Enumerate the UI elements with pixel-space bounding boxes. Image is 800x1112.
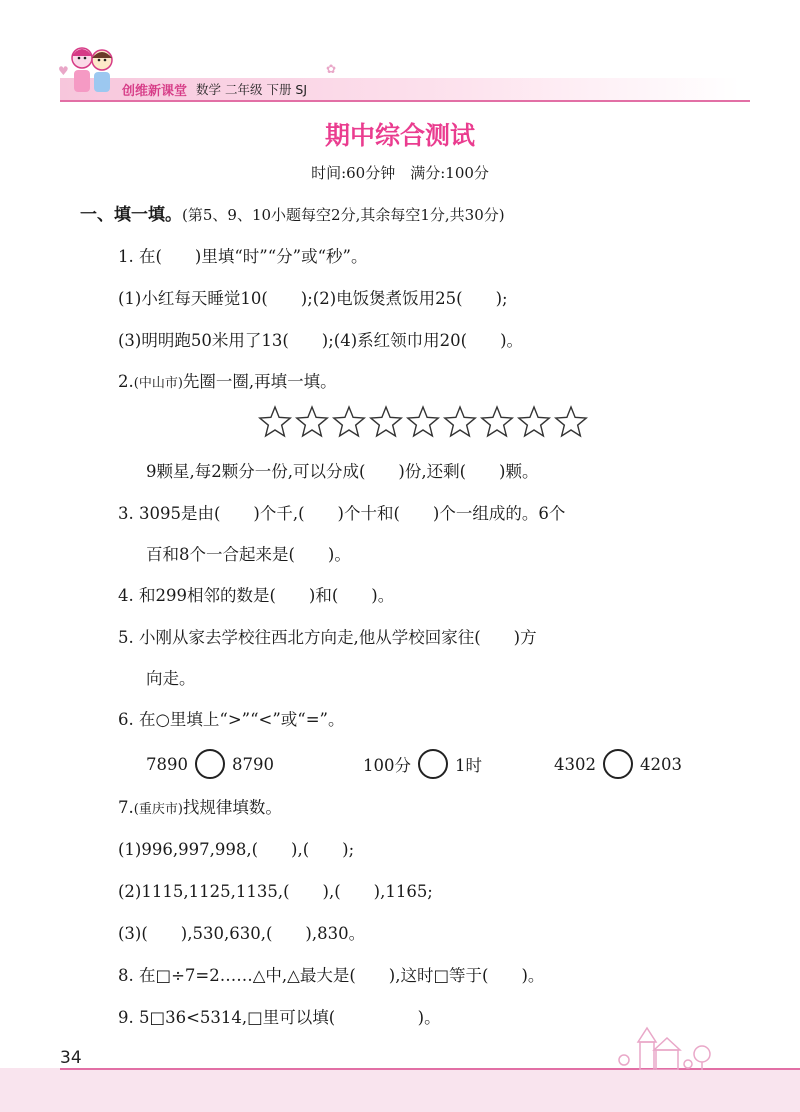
brand-name: 创维新课堂 xyxy=(122,84,188,99)
question-6-stem: 6. 在○里填上“>”“<”或“=”。 xyxy=(118,710,345,729)
star-icon xyxy=(556,407,586,436)
question-3-line-2: 百和8个一合起来是( )。 xyxy=(146,545,351,564)
compare-right: 8790 xyxy=(232,754,274,774)
star-icon xyxy=(260,407,290,436)
question-5-line-1: 5. 小刚从家去学校往西北方向走,他从学校回家往( )方 xyxy=(118,628,537,647)
question-1-line-1: (1)小红每天睡觉10( );(2)电饭煲煮饭用25( ); xyxy=(118,289,508,308)
compare-left: 7890 xyxy=(146,754,188,774)
compare-pair-3 xyxy=(554,749,682,779)
section-title: 一、填一填。 xyxy=(80,205,182,225)
question-7-line-2: (2)1115,1125,1135,( ),( ),1165; xyxy=(118,882,433,901)
compare-right: 1时 xyxy=(455,756,482,775)
question-7-line-1: (1)996,997,998,( ),( ); xyxy=(118,840,355,859)
question-3-line-1: 3. 3095是由( )个千,( )个十和( )个一组成的。6个 xyxy=(118,504,566,523)
compare-pair-2 xyxy=(363,749,482,779)
cartoon-children-icon xyxy=(64,42,120,100)
question-2-stem xyxy=(118,368,337,392)
compare-left: 100分 xyxy=(363,756,411,775)
compare-left: 4302 xyxy=(554,754,596,774)
book-series: 数学 二年级 下册 SJ xyxy=(196,82,308,97)
castle-decoration-icon xyxy=(612,1020,722,1070)
stars-graphic xyxy=(258,404,588,440)
question-9-line: 9. 5□36<5314,□里可以填( )。 xyxy=(118,1008,441,1027)
page-title: 期中综合测试 xyxy=(324,121,475,150)
footer-band xyxy=(0,1068,800,1112)
star-row xyxy=(258,404,588,440)
compare-circle[interactable] xyxy=(603,749,633,779)
compare-circle[interactable] xyxy=(195,749,225,779)
star-icon xyxy=(334,407,364,436)
section-heading xyxy=(80,200,505,225)
question-4-line: 4. 和299相邻的数是( )和( )。 xyxy=(118,586,395,605)
question-2-tag: (中山市) xyxy=(133,376,183,391)
star-icon xyxy=(408,407,438,436)
page-number: 34 xyxy=(60,1048,82,1068)
flower-deco-icon: ✿ xyxy=(326,62,337,76)
section-note: (第5、9、10小题每空2分,其余每空1分,共30分) xyxy=(182,206,505,224)
compare-right: 4203 xyxy=(640,754,682,774)
star-icon xyxy=(519,407,549,436)
question-7-stem xyxy=(118,794,282,818)
star-icon xyxy=(445,407,475,436)
page-header xyxy=(0,0,800,110)
compare-pair-1 xyxy=(146,749,274,779)
question-2-text: 先圈一圈,再填一填。 xyxy=(182,372,337,391)
question-2-number: 2. xyxy=(118,372,134,391)
question-8-line: 8. 在□÷7=2……△中,△最大是( ),这时□等于( )。 xyxy=(118,966,545,985)
heart-deco-icon: ♥ xyxy=(58,64,69,78)
question-1-line-2: (3)明明跑50米用了13( );(4)系红领巾用20( )。 xyxy=(118,331,524,350)
question-2-line: 9颗星,每2颗分一份,可以分成( )份,还剩( )颗。 xyxy=(146,462,539,481)
header-rule xyxy=(60,100,750,102)
star-icon xyxy=(297,407,327,436)
star-icon xyxy=(371,407,401,436)
question-5-line-2: 向走。 xyxy=(146,669,196,688)
question-7-tag: (重庆市) xyxy=(133,802,183,817)
question-7-text: 找规律填数。 xyxy=(182,798,282,817)
compare-circle[interactable] xyxy=(418,749,448,779)
star-icon xyxy=(482,407,512,436)
exam-time-and-score: 时间:60分钟 满分:100分 xyxy=(311,164,489,182)
question-7-number: 7. xyxy=(118,798,134,817)
question-7-line-3: (3)( ),530,630,( ),830。 xyxy=(118,924,366,943)
question-1-stem: 1. 在( )里填“时”“分”或“秒”。 xyxy=(118,247,368,266)
